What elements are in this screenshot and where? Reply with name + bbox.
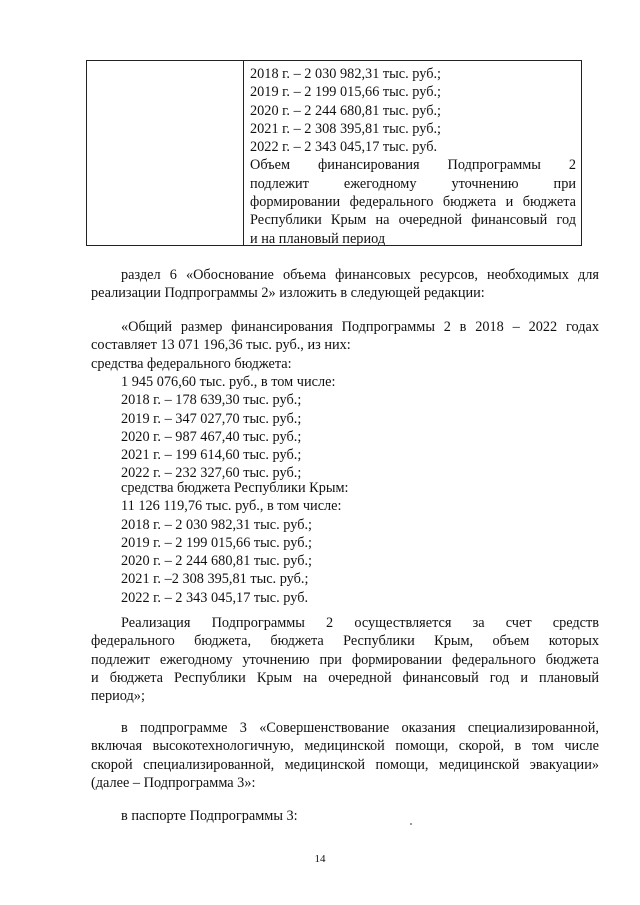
list-item: 1 945 076,60 тыс. руб., в том числе: — [121, 374, 336, 390]
paragraph-line: и бюджета Республики Крым на очередной финансовый год и плановый — [91, 669, 599, 686]
paragraph-line: в подпрограмме 3 «Совершенствование оказания специализированной, — [121, 720, 599, 736]
list-item: 2021 г. –2 308 395,81 тыс. руб.; — [121, 571, 309, 588]
table-note-line: Объем финансирования Подпрограммы 2 — [250, 157, 576, 174]
list-item: 2019 г. – 2 199 015,66 тыс. руб.; — [121, 534, 313, 551]
list-item: 2020 г. – 2 244 680,81 тыс. руб.; — [121, 553, 313, 570]
list-item: средства бюджета Республики Крым: — [121, 480, 349, 496]
table-year-line: 2019 г. – 2 199 015,66 тыс. руб.; — [250, 84, 442, 101]
realization-paragraph — [91, 614, 599, 705]
list-item: 2019 г. – 347 027,70 тыс. руб.; — [121, 410, 302, 427]
list-item: 2021 г. – 199 614,60 тыс. руб.; — [121, 447, 302, 464]
federal-label: средства федерального бюджета: — [91, 355, 292, 372]
table-year-line: 2020 г. – 2 244 680,81 тыс. руб.; — [250, 102, 442, 119]
page-number: 14 — [314, 853, 326, 865]
section6-paragraph — [91, 266, 599, 303]
paragraph-line: раздел 6 «Обоснование объема финансовых ресурсов, необходимых для — [121, 267, 599, 283]
crimea-budget-list — [121, 479, 349, 607]
paragraph-line: период»; — [91, 688, 145, 705]
table-note-line: Республики Крым на очередной финансовый год — [250, 212, 576, 229]
paragraph-line: в паспорте Подпрограммы 3: — [121, 808, 298, 824]
list-item: 11 126 119,76 тыс. руб., в том числе: — [121, 498, 342, 515]
paragraph-line: «Общий размер финансирования Подпрограммы 2 в 2018 – 2022 годах — [121, 319, 599, 335]
paragraph-line: реализации Подпрограммы 2» изложить в следующей редакции: — [91, 285, 485, 302]
list-item: 2018 г. – 2 030 982,31 тыс. руб.; — [121, 516, 313, 533]
financing-table — [86, 60, 582, 246]
list-item: 2022 г. – 232 327,60 тыс. руб.; — [121, 465, 302, 482]
list-item: 2020 г. – 987 467,40 тыс. руб.; — [121, 428, 302, 445]
passport-paragraph — [91, 807, 599, 825]
paragraph-line: составляет 13 071 196,36 тыс. руб., из них: — [91, 337, 351, 354]
paragraph-line: скорой специализированной, медицинской помощи, медицинской эвакуации» — [91, 756, 599, 773]
paragraph-line: Реализация Подпрограммы 2 осуществляется за счет средств — [121, 615, 599, 631]
table-year-line: 2018 г. – 2 030 982,31 тыс. руб.; — [250, 66, 442, 82]
paragraph-line: федерального бюджета, бюджета Республики Крым, объем которых — [91, 633, 599, 650]
table-note-line: подлежит ежегодному уточнению при — [250, 175, 576, 192]
scan-speck — [410, 823, 412, 825]
table-year-line: 2021 г. – 2 308 395,81 тыс. руб.; — [250, 120, 442, 137]
table-note-line: и на плановый период — [250, 230, 386, 247]
paragraph-line: включая высокотехнологичную, медицинской помощи, скорой, в том числе — [91, 738, 599, 755]
paragraph-line: подлежит ежегодному уточнению при формировании федерального бюджета — [91, 651, 599, 668]
table-right-cell — [250, 65, 576, 248]
total-paragraph — [91, 318, 599, 373]
list-item: 2022 г. – 2 343 045,17 тыс. руб. — [121, 589, 309, 606]
federal-budget-list — [121, 373, 335, 483]
list-item: 2018 г. – 178 639,30 тыс. руб.; — [121, 392, 302, 409]
subprogram3-paragraph — [91, 719, 599, 792]
table-year-line: 2022 г. – 2 343 045,17 тыс. руб. — [250, 139, 438, 156]
table-left-cell — [87, 61, 244, 245]
table-note-line: формировании федерального бюджета и бюджета — [250, 194, 576, 211]
paragraph-line: (далее – Подпрограмма 3»: — [91, 774, 256, 791]
